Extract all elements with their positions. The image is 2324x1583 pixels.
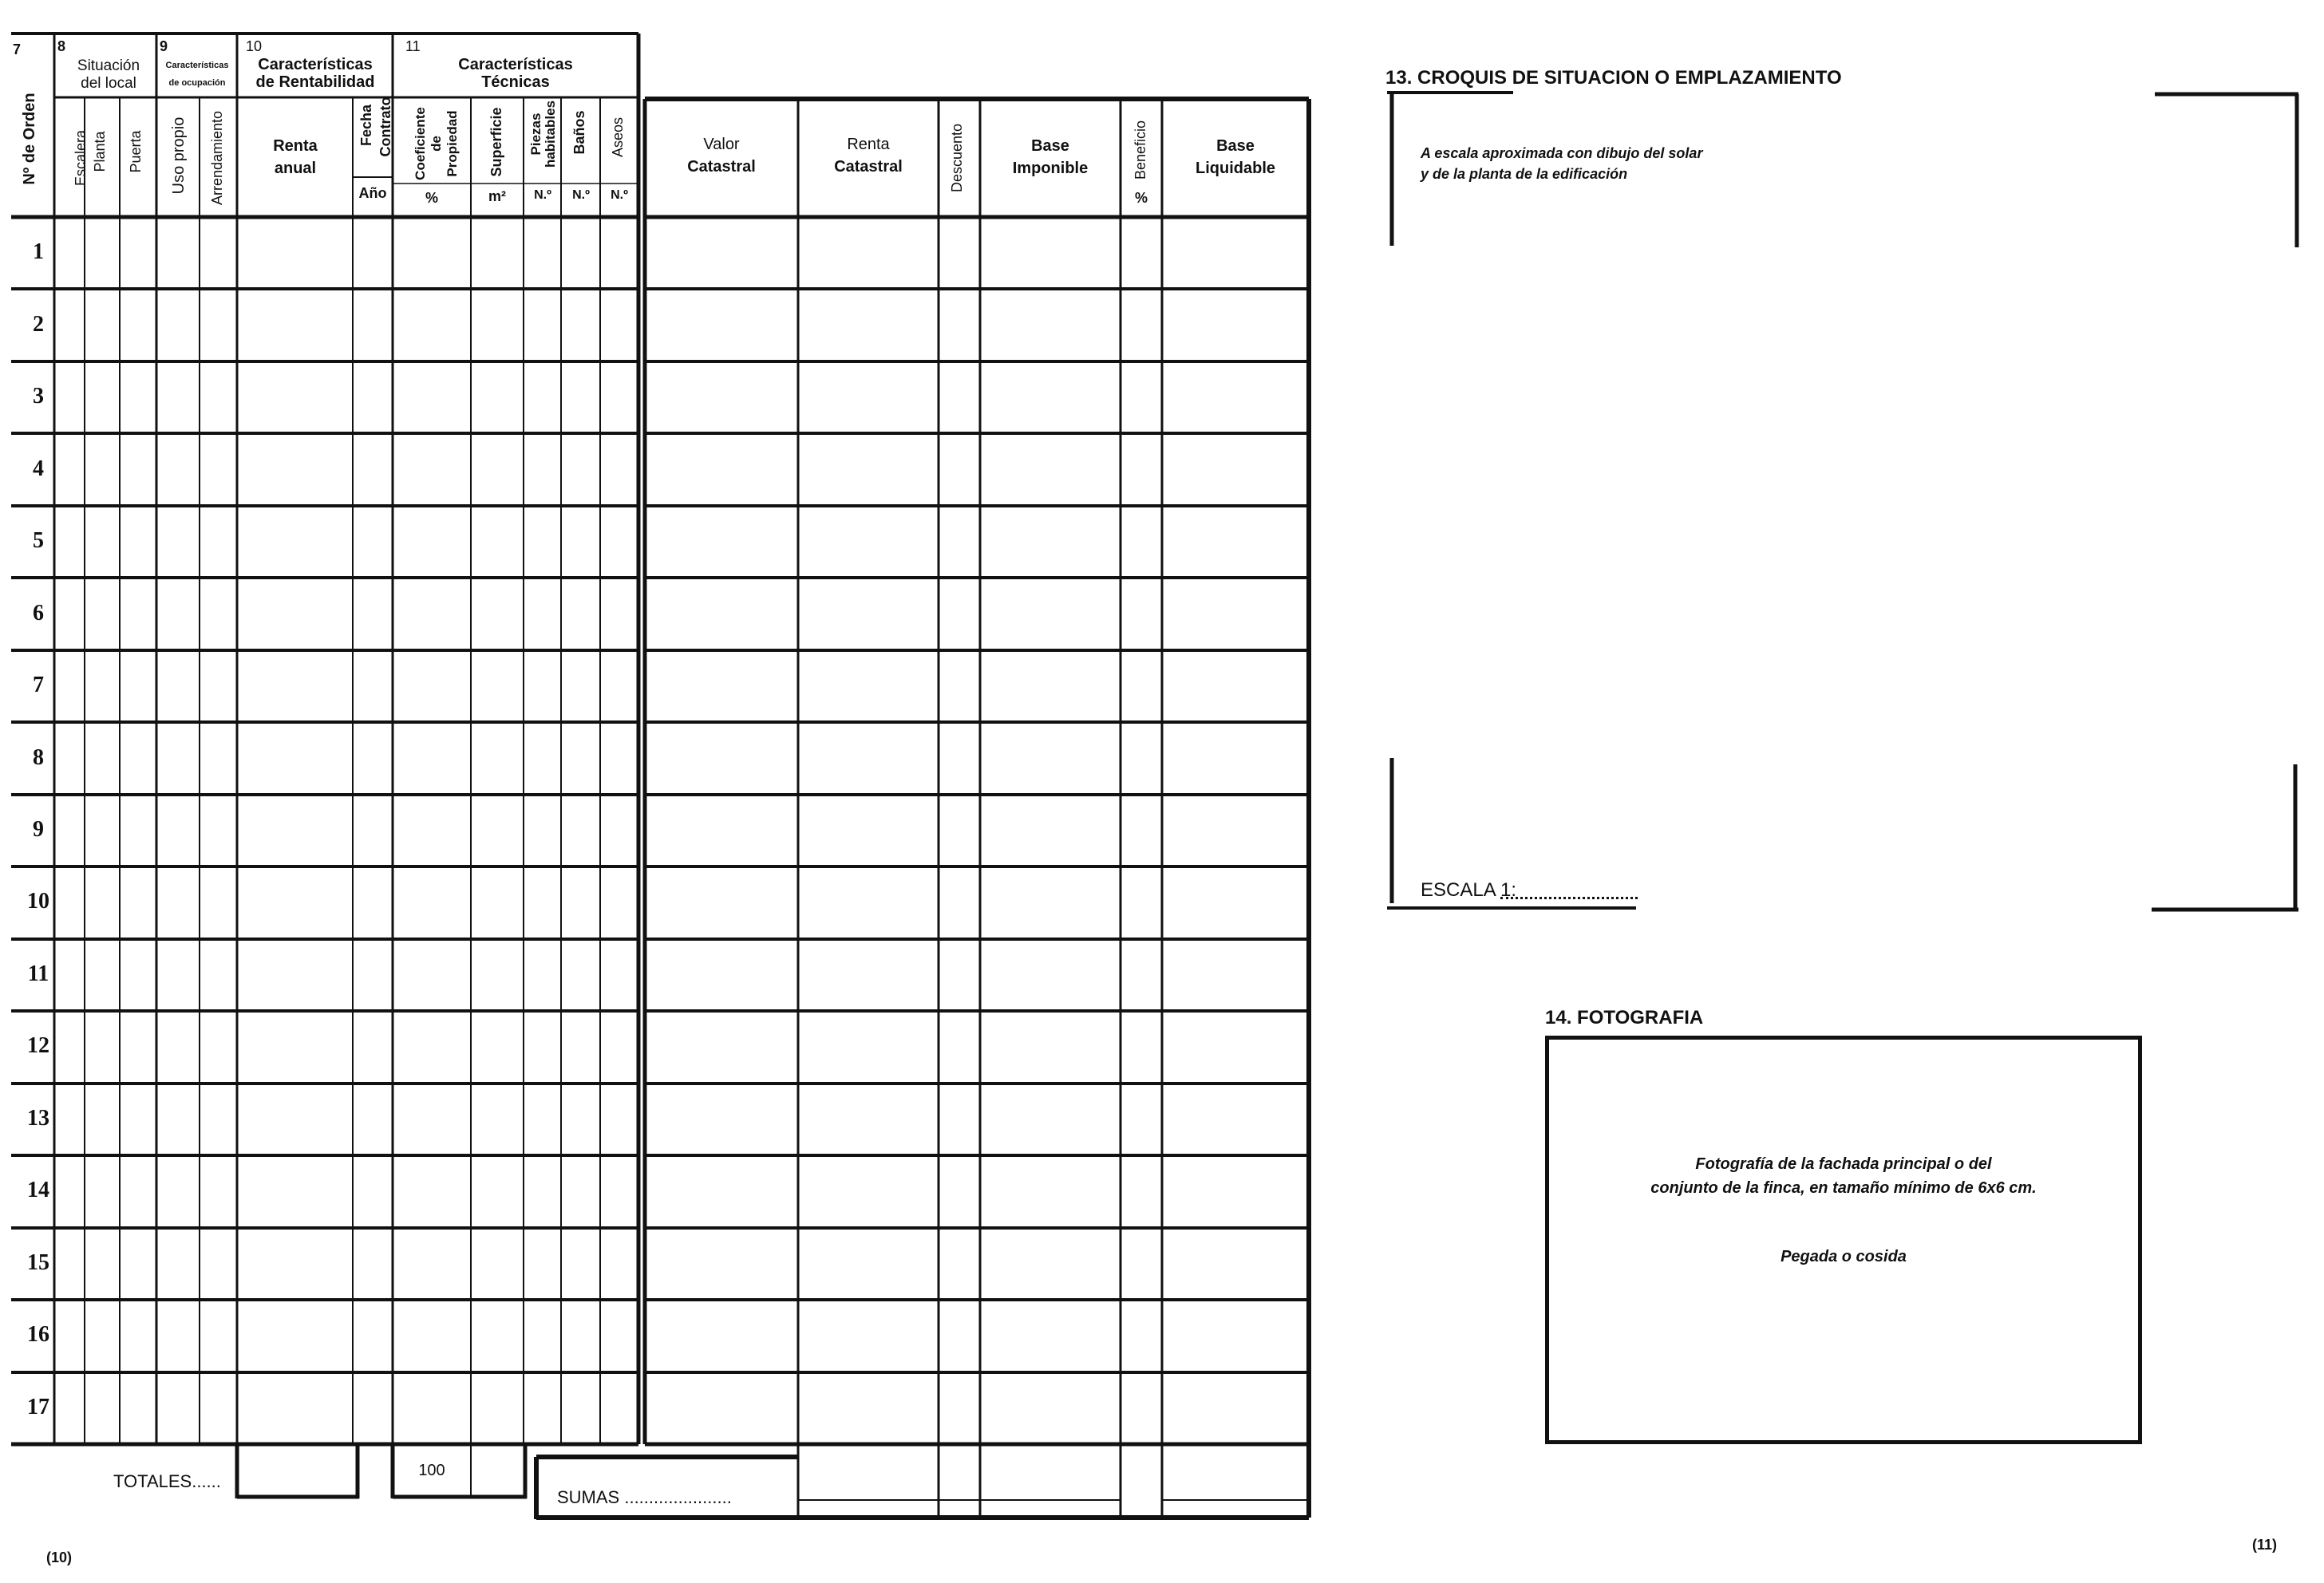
col-puerta-header: Puerta [128,130,144,173]
col-aseos-header: Aseos [610,116,626,158]
row-number: 5 [33,528,44,553]
group-8-title-1: Situación [77,57,140,74]
croquis-title: 13. CROQUIS DE SITUACION O EMPLAZAMIENTO [1385,67,1842,89]
sumas-label: SUMAS ...................... [557,1487,732,1507]
group-9-title-2: de ocupación [168,78,226,88]
fotografia-text-1: Fotografía de la fachada principal o del [1695,1155,1992,1173]
col-escalera-header: Escalera [73,129,89,187]
col-coef-header-1: Coeficiente [413,107,428,180]
col-banos-header: Baños [571,110,587,155]
group-9-title-1: Características [165,61,229,70]
row-number: 7 [33,673,44,697]
totales-label: TOTALES...... [113,1471,221,1491]
col-renta-anual-header-1: Renta [273,137,318,155]
col-fecha-unit: Año [358,185,387,201]
row-number: 12 [27,1033,49,1058]
row-number: 6 [33,601,44,626]
row-number: 15 [27,1250,49,1275]
group-11-title-2: Técnicas [481,73,550,91]
col-valor-header-1: Valor [703,136,740,153]
group-8-number: 8 [57,38,66,54]
col-piezas-header-2: habitables [543,100,558,168]
group-11-number: 11 [405,38,421,54]
col-uso-propio-header: Uso propio [170,116,188,195]
col-beneficio-unit: % [1134,190,1148,206]
row-number: 4 [33,456,44,481]
col-renta-anual-header-2: anual [274,160,317,177]
col-arrendamiento-header: Arrendamiento [209,110,225,206]
col-orden-header: Nº de Orden [21,93,38,185]
group-10-number: 10 [246,38,263,54]
col-piezas-header-1: Piezas [528,113,543,156]
group-7-number: 7 [13,41,22,57]
col-base-liq-header-2: Liquidable [1196,160,1275,177]
row-number: 11 [27,961,49,986]
col-coef-unit: % [425,190,438,206]
row-number: 16 [27,1322,49,1347]
croquis-scale-blank[interactable] [1500,897,1638,899]
col-banos-unit: N.º [572,188,590,202]
col-coef-header-3: Propiedad [445,110,460,177]
page-number-left: (10) [46,1549,73,1565]
row-number: 14 [27,1178,49,1202]
croquis-note-1: A escala aproximada con dibujo del solar [1421,145,1703,161]
col-superficie-unit: m² [488,188,506,204]
col-beneficio-header: Beneficio [1132,120,1148,180]
fotografia-text-2: conjunto de la finca, en tamaño mínimo de 6x6 cm. [1650,1179,2037,1197]
group-8-title-2: del local [81,75,136,92]
group-9-number: 9 [160,38,168,54]
col-fecha-header-1: Fecha [358,104,374,147]
col-superficie-header: Superficie [488,107,504,177]
col-renta-cat-header-2: Catastral [834,158,903,176]
col-renta-cat-header-1: Renta [847,136,890,153]
col-base-imp-header-1: Base [1031,137,1069,155]
col-fecha-header-2: Contrato [377,97,393,157]
col-aseos-unit: N.º [611,188,628,202]
col-base-liq-header-1: Base [1216,137,1255,155]
col-planta-header: Planta [92,131,108,172]
page-number-right: (11) [2252,1537,2278,1553]
row-number: 17 [27,1395,49,1419]
group-10-title-2: de Rentabilidad [255,73,375,91]
row-number: 13 [27,1106,49,1131]
row-number: 1 [33,239,44,264]
croquis-scale-label: ESCALA 1: [1421,879,1517,901]
group-11-title-1: Características [458,56,573,73]
col-coef-header-2: de [429,136,444,152]
fotografia-box[interactable] [1545,1036,2142,1444]
col-base-imp-header-2: Imponible [1012,160,1089,177]
row-number: 10 [27,889,49,914]
row-number: 3 [33,384,44,409]
coef-total-value: 100 [418,1462,445,1479]
fotografia-text-3: Pegada o cosida [1781,1248,1907,1265]
row-number: 2 [33,312,44,337]
col-descuento-header: Descuento [949,123,965,193]
row-number: 8 [33,745,44,770]
group-10-title-1: Características [258,56,373,73]
row-number: 9 [33,817,44,842]
col-piezas-unit: N.º [534,188,551,202]
col-valor-header-2: Catastral [687,158,756,176]
fotografia-title: 14. FOTOGRAFIA [1545,1007,1704,1028]
croquis-note-2: y de la planta de la edificación [1421,166,1628,182]
